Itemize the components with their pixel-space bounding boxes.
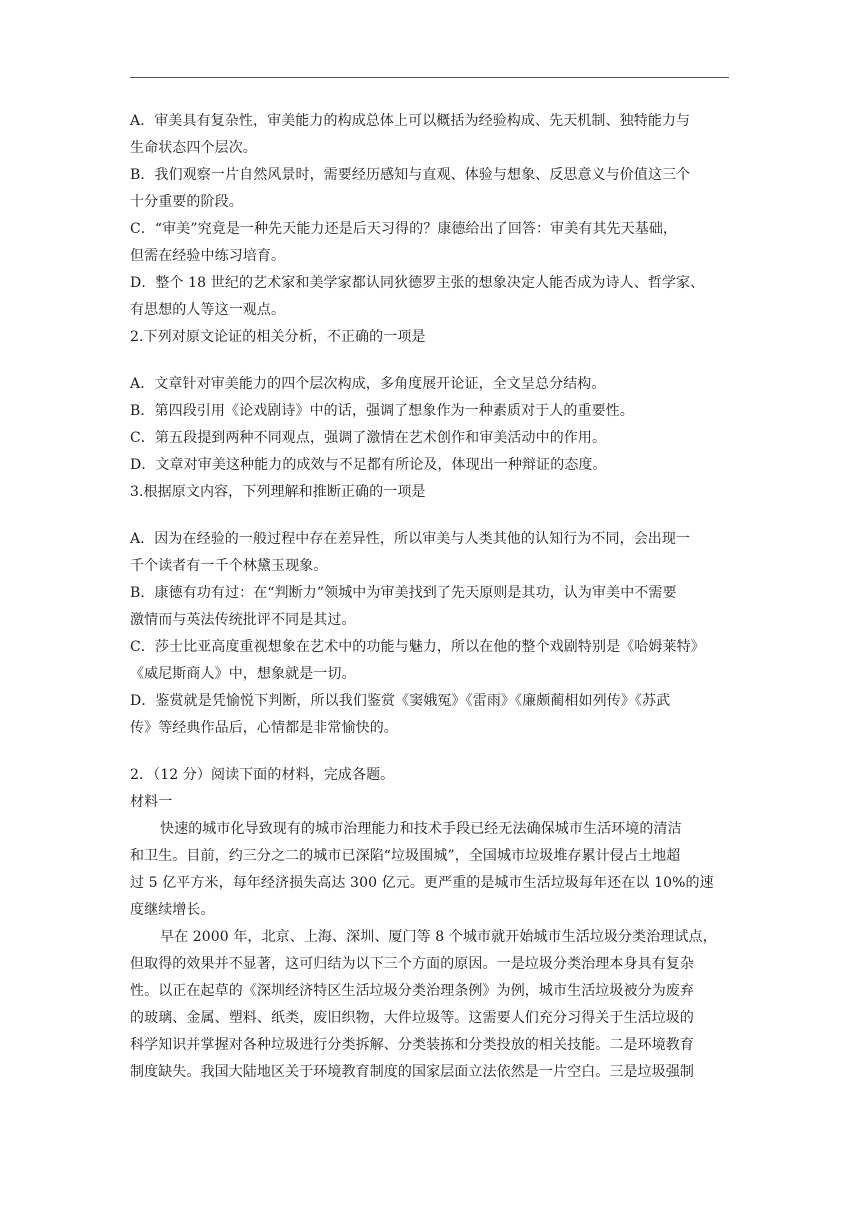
option-a-line-2: 生命状态四个层次。 (130, 140, 257, 156)
option-c-line-2: 但需在经验中练习培育。 (130, 248, 286, 264)
question-2-stem: 2.下列对原文论证的相关分析，不正确的一项是 (130, 329, 426, 345)
option-b-line-2: 十分重要的阶段。 (130, 194, 243, 210)
q3-option-b-line-2: 激情而与英法传统批评不同是其过。 (130, 612, 356, 628)
paragraph-2-line-2: 但取得的效果并不显著，这可归结为以下三个方面的原因。一是垃圾分类治理本身具有复杂 (130, 956, 694, 972)
section-2-heading: 2．（12 分）阅读下面的材料，完成各题。 (130, 767, 395, 783)
paragraph-2-line-4: 的玻璃、金属、塑料、纸类，废旧织物，大件垃圾等。这需要人们充分习得关于生活垃圾的 (130, 1010, 694, 1026)
q2-option-d: D．文章对审美这种能力的成效与不足都有所论及，体现出一种辩证的态度。 (130, 457, 607, 473)
option-d-line-1: D．整个 18 世纪的艺术家和美学家都认同狄德罗主张的想象决定人能否成为诗人、哲学家、 (130, 275, 705, 291)
paragraph-1-line-1: 快速的城市化导致现有的城市治理能力和技术手段已经无法确保城市生活环境的清洁 (160, 821, 682, 837)
paragraph-2-line-3: 性。以正在起草的《深圳经济特区生活垃圾分类治理条例》为例，城市生活垃圾被分为废弃 (130, 983, 694, 999)
header-rule (130, 77, 729, 78)
paragraph-1-line-2: 和卫生。目前，约三分之二的城市已深陷“垃圾围城”，全国城市垃圾堆存累计侵占土地超 (130, 848, 681, 864)
q2-option-c: C．第五段提到两种不同观点，强调了激情在艺术创作和审美活动中的作用。 (130, 430, 607, 446)
option-a-line-1: A．审美具有复杂性，审美能力的构成总体上可以概括为经验构成、先天机制、独特能力与 (130, 113, 691, 129)
paragraph-1-line-4: 度继续增长。 (130, 902, 215, 918)
option-c-line-1: C．“审美”究竟是一种先天能力还是后天习得的？康德给出了回答：审美有其先天基础， (130, 221, 678, 237)
paragraph-2-line-1: 早在 2000 年，北京、上海、深圳、厦门等 8 个城市就开始城市生活垃圾分类治理试点， (160, 929, 717, 945)
q3-option-a-line-2: 千个读者有一千个林黛玉现象。 (130, 558, 328, 574)
option-b-line-1: B．我们观察一片自然风景时，需要经历感知与直观、体验与想象、反思意义与价值这三个 (130, 167, 691, 183)
q2-option-b: B．第四段引用《论戏剧诗》中的话，强调了想象作为一种素质对于人的重要性。 (130, 403, 634, 419)
q3-option-a-line-1: A．因为在经验的一般过程中存在差异性，所以审美与人类其他的认知行为不同，会出现一 (130, 531, 691, 547)
q3-option-d-line-1: D．鉴赏就是凭愉悦下判断，所以我们鉴赏《窦娥冤》《雷雨》《廉颇蔺相如列传》《苏武 (130, 693, 671, 709)
paragraph-2-line-5: 科学知识并掌握对各种垃圾进行分类拆解、分类装拣和分类投放的相关技能。二是环境教育 (130, 1037, 694, 1053)
q3-option-c-line-2: 《威尼斯商人》中，想象就是一切。 (130, 666, 356, 682)
q3-option-c-line-1: C．莎士比亚高度重视想象在艺术中的功能与魅力，所以在他的整个戏剧特别是《哈姆莱特》 (130, 639, 705, 655)
material-1-heading: 材料一 (130, 794, 173, 810)
paragraph-1-line-3: 过 5 亿平方米，每年经济损失高达 300 亿元。更严重的是城市生活垃圾每年还在以 10%的速 (130, 875, 714, 891)
q3-option-d-line-2: 传》等经典作品后，心情都是非常愉快的。 (130, 720, 398, 736)
question-3-stem: 3.根据原文内容，下列理解和推断正确的一项是 (130, 484, 426, 500)
q2-option-a: A．文章针对审美能力的四个层次构成，多角度展开论证，全文呈总分结构。 (130, 376, 606, 392)
q3-option-b-line-1: B．康德有功有过：在“判断力”领城中为审美找到了先天原则是其功，认为审美中不需要 (130, 585, 677, 601)
option-d-line-2: 有思想的人等这一观点。 (130, 302, 286, 318)
paragraph-2-line-6: 制度缺失。我国大陆地区关于环境教育制度的国家层面立法依然是一片空白。三是垃圾强制 (130, 1064, 694, 1080)
